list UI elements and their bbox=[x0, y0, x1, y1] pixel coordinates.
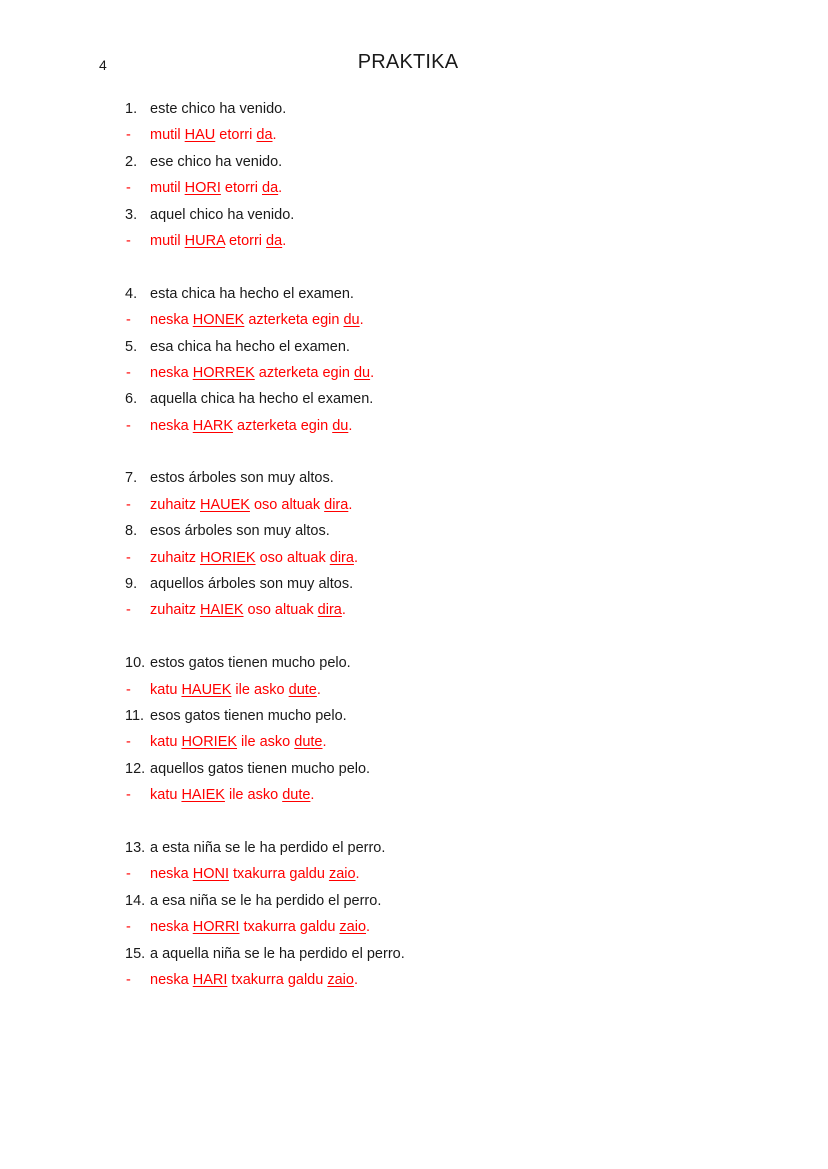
answer-line bbox=[125, 492, 745, 518]
exercise-group bbox=[125, 650, 745, 808]
question-text: a aquella niña se le ha perdido el perro. bbox=[150, 945, 405, 962]
answer-middle: etorri bbox=[215, 127, 257, 144]
question-line bbox=[125, 835, 745, 861]
answer-noun: katu bbox=[150, 734, 182, 751]
question-text: esos gatos tienen mucho pelo. bbox=[150, 707, 347, 724]
answer-verb: zaio bbox=[327, 971, 354, 988]
answer-middle: oso altuak bbox=[249, 496, 325, 513]
answer-end: . bbox=[341, 602, 346, 619]
answer-line bbox=[125, 861, 745, 887]
answer-demonstrative: HAUEK bbox=[181, 681, 232, 698]
answer-noun: neska bbox=[150, 866, 193, 883]
answer-dash: - bbox=[126, 919, 131, 936]
question-text: esta chica ha hecho el examen. bbox=[150, 285, 354, 302]
item-number: 12. bbox=[125, 760, 146, 777]
answer-verb: dute bbox=[294, 734, 323, 751]
answer-text bbox=[150, 677, 321, 703]
answer-line bbox=[125, 597, 745, 623]
item-number: 9. bbox=[125, 576, 138, 593]
answer-line bbox=[125, 228, 745, 254]
answer-text bbox=[150, 914, 370, 940]
answer-verb: da bbox=[256, 127, 273, 144]
question-line bbox=[125, 703, 745, 729]
answer-verb: dira bbox=[324, 496, 349, 513]
answer-dash: - bbox=[126, 971, 131, 988]
answer-middle: azterketa egin bbox=[233, 417, 333, 434]
exercise-group bbox=[125, 465, 745, 623]
answer-line bbox=[125, 545, 745, 571]
question-text: a esta niña se le ha perdido el perro. bbox=[150, 839, 386, 856]
answer-noun: katu bbox=[150, 787, 182, 804]
answer-end: . bbox=[278, 180, 283, 197]
question-text: este chico ha venido. bbox=[150, 101, 287, 117]
answer-demonstrative: HORIEK bbox=[181, 734, 238, 751]
item-number: 6. bbox=[125, 391, 138, 408]
answer-middle: ile asko bbox=[237, 734, 295, 751]
answer-demonstrative: HONEK bbox=[192, 312, 245, 329]
answer-middle: ile asko bbox=[224, 787, 283, 804]
item-number: 10. bbox=[125, 655, 146, 672]
question-line bbox=[125, 386, 745, 412]
item-number: 7. bbox=[125, 470, 138, 487]
answer-middle: ile asko bbox=[231, 681, 289, 698]
question-line bbox=[125, 96, 745, 122]
question-text: ese chico ha venido. bbox=[150, 153, 283, 170]
answer-end: . bbox=[355, 866, 360, 883]
answer-line bbox=[125, 413, 745, 439]
answer-verb: du bbox=[353, 364, 371, 381]
answer-middle: azterketa egin bbox=[254, 364, 354, 381]
question-text: esos árboles son muy altos. bbox=[150, 523, 330, 540]
answer-noun: neska bbox=[150, 919, 193, 936]
answer-dash: - bbox=[126, 127, 131, 144]
item-number: 15. bbox=[125, 945, 146, 962]
question-line bbox=[125, 650, 745, 676]
question-text: estos árboles son muy altos. bbox=[150, 470, 334, 487]
answer-noun: zuhaitz bbox=[150, 602, 200, 619]
answer-end: . bbox=[348, 417, 353, 434]
answer-middle: oso altuak bbox=[255, 549, 330, 566]
answer-text bbox=[150, 413, 352, 439]
answer-text bbox=[150, 861, 360, 887]
answer-demonstrative: HORRI bbox=[192, 919, 240, 936]
answer-end: . bbox=[282, 232, 287, 249]
answer-noun: katu bbox=[150, 681, 182, 698]
question-line bbox=[125, 281, 745, 307]
answer-dash: - bbox=[126, 180, 131, 197]
answer-end: . bbox=[316, 681, 321, 698]
answer-end: . bbox=[370, 364, 375, 381]
answer-middle: txakurra galdu bbox=[227, 971, 328, 988]
answer-text bbox=[150, 307, 364, 333]
answer-verb: du bbox=[343, 312, 360, 329]
answer-text bbox=[150, 122, 277, 148]
item-number: 3. bbox=[125, 206, 138, 223]
answer-dash: - bbox=[126, 787, 131, 804]
question-text: aquellos árboles son muy altos. bbox=[150, 576, 354, 593]
answer-end: . bbox=[359, 312, 364, 329]
answer-dash: - bbox=[126, 417, 131, 434]
item-number: 1. bbox=[125, 101, 138, 117]
answer-verb: zaio bbox=[339, 919, 367, 936]
answer-verb: dute bbox=[282, 787, 311, 804]
answer-line bbox=[125, 175, 745, 201]
answer-line bbox=[125, 122, 745, 148]
answer-demonstrative: HORREK bbox=[192, 364, 255, 381]
answer-text bbox=[150, 782, 314, 808]
answer-dash: - bbox=[126, 364, 131, 381]
question-line bbox=[125, 571, 745, 597]
answer-noun: neska bbox=[150, 971, 193, 988]
answer-demonstrative: HAIEK bbox=[199, 602, 244, 619]
answer-verb: dute bbox=[288, 681, 317, 698]
answer-middle: txakurra galdu bbox=[239, 919, 340, 936]
question-line bbox=[125, 334, 745, 360]
answer-noun: zuhaitz bbox=[150, 496, 200, 513]
question-line bbox=[125, 518, 745, 544]
answer-demonstrative: HAU bbox=[184, 127, 216, 144]
answer-dash: - bbox=[126, 866, 131, 883]
answer-dash: - bbox=[126, 312, 131, 329]
answer-demonstrative: HORIEK bbox=[199, 549, 256, 566]
answer-noun: mutil bbox=[150, 180, 185, 197]
answer-verb: du bbox=[332, 417, 349, 434]
answer-dash: - bbox=[126, 232, 131, 249]
answer-end: . bbox=[353, 549, 358, 566]
answer-verb: dira bbox=[317, 602, 342, 619]
answer-text bbox=[150, 967, 358, 993]
answer-end: . bbox=[272, 127, 277, 144]
answer-line bbox=[125, 677, 745, 703]
answer-middle: oso altuak bbox=[243, 602, 318, 619]
exercise-group bbox=[125, 835, 745, 993]
question-line bbox=[125, 202, 745, 228]
answer-verb: zaio bbox=[328, 866, 356, 883]
question-line bbox=[125, 149, 745, 175]
answer-line bbox=[125, 967, 745, 993]
question-line bbox=[125, 465, 745, 491]
question-text: aquellos gatos tienen mucho pelo. bbox=[150, 760, 371, 777]
answer-demonstrative: HURA bbox=[184, 232, 225, 249]
item-number: 5. bbox=[125, 338, 138, 355]
answer-demonstrative: HORI bbox=[184, 180, 221, 197]
item-number: 4. bbox=[125, 285, 138, 302]
answer-middle: etorri bbox=[224, 232, 267, 249]
answer-verb: da bbox=[262, 180, 279, 197]
item-number: 8. bbox=[125, 523, 138, 540]
answer-end: . bbox=[310, 787, 315, 804]
question-text: esa chica ha hecho el examen. bbox=[150, 338, 350, 355]
item-number: 11. bbox=[125, 707, 145, 724]
item-number: 13. bbox=[125, 839, 146, 856]
answer-line bbox=[125, 729, 745, 755]
question-text: aquella chica ha hecho el examen. bbox=[150, 391, 374, 408]
question-line bbox=[125, 756, 745, 782]
answer-line bbox=[125, 307, 745, 333]
answer-dash: - bbox=[126, 734, 131, 751]
exercise-group bbox=[125, 281, 745, 439]
exercise-group bbox=[125, 96, 745, 254]
answer-text bbox=[150, 492, 352, 518]
item-number: 2. bbox=[125, 153, 138, 170]
answer-noun: neska bbox=[150, 312, 193, 329]
question-text: estos gatos tienen mucho pelo. bbox=[150, 655, 351, 672]
answer-dash: - bbox=[126, 549, 131, 566]
answer-verb: da bbox=[266, 232, 283, 249]
answer-noun: neska bbox=[150, 364, 193, 381]
answer-demonstrative: HONI bbox=[192, 866, 229, 883]
answer-noun: mutil bbox=[150, 232, 185, 249]
question-line bbox=[125, 888, 745, 914]
answer-demonstrative: HAUEK bbox=[199, 496, 250, 513]
answer-text bbox=[150, 228, 286, 254]
question-text: a esa niña se le ha perdido el perro. bbox=[150, 892, 382, 909]
answer-middle: txakurra galdu bbox=[228, 866, 329, 883]
answer-demonstrative: HARK bbox=[192, 417, 234, 434]
answer-dash: - bbox=[126, 681, 131, 698]
question-text: aquel chico ha venido. bbox=[150, 206, 295, 223]
answer-line bbox=[125, 914, 745, 940]
answer-middle: azterketa egin bbox=[244, 312, 344, 329]
page-title: PRAKTIKA bbox=[357, 51, 459, 73]
answer-text bbox=[150, 597, 346, 623]
answer-demonstrative: HAIEK bbox=[181, 787, 225, 804]
page-number: 4 bbox=[99, 57, 107, 73]
answer-dash: - bbox=[126, 496, 131, 513]
answer-end: . bbox=[348, 496, 353, 513]
item-number: 14. bbox=[125, 892, 146, 909]
answer-middle: etorri bbox=[220, 180, 262, 197]
answer-demonstrative: HARI bbox=[192, 971, 228, 988]
answer-text bbox=[150, 175, 282, 201]
question-line bbox=[125, 941, 745, 967]
answer-line bbox=[125, 782, 745, 808]
answer-noun: neska bbox=[150, 417, 193, 434]
answer-text bbox=[150, 729, 327, 755]
answer-end: . bbox=[366, 919, 371, 936]
answer-verb: dira bbox=[329, 549, 354, 566]
answer-dash: - bbox=[126, 602, 131, 619]
answer-end: . bbox=[353, 971, 358, 988]
exercise-list bbox=[125, 96, 745, 1020]
answer-line bbox=[125, 360, 745, 386]
answer-text bbox=[150, 360, 374, 386]
answer-text bbox=[150, 545, 358, 571]
answer-noun: mutil bbox=[150, 127, 185, 144]
answer-end: . bbox=[322, 734, 327, 751]
answer-noun: zuhaitz bbox=[150, 549, 200, 566]
